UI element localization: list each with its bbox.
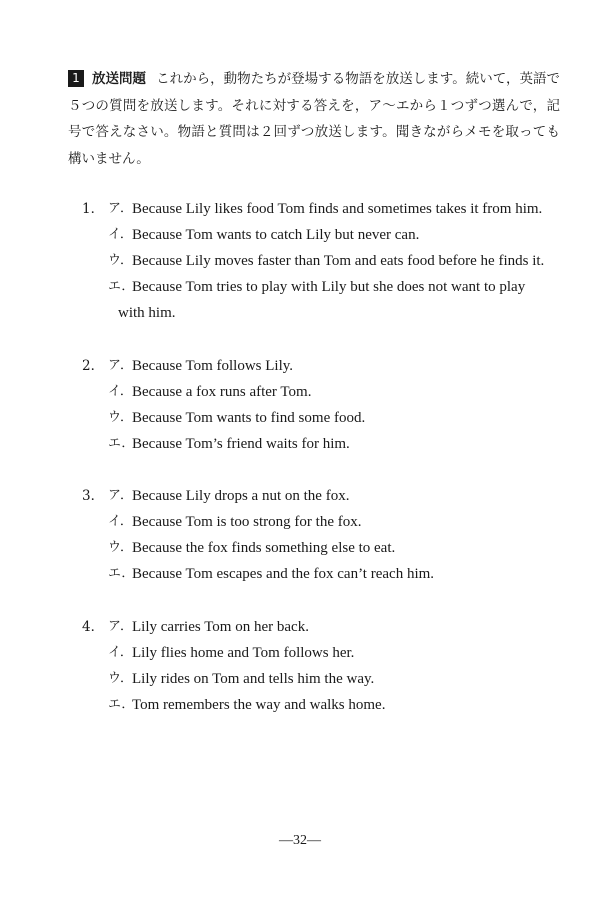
choice-marker: イ． — [108, 645, 133, 660]
choice-text: Because Tom wants to find some food. — [132, 410, 366, 426]
choice-text: Lily flies home and Tom follows her. — [132, 645, 355, 661]
choice-text: Because a fox runs after Tom. — [132, 384, 312, 400]
choice-text: Because the fox finds something else to eat. — [132, 540, 396, 556]
choice-marker: イ． — [108, 384, 133, 399]
section-number-badge: 1 — [68, 70, 84, 87]
choice-marker: ア． — [108, 201, 133, 216]
section-instructions — [68, 66, 560, 172]
choice-text-continuation: with him. — [118, 305, 176, 321]
choice-text: Tom remembers the way and walks home. — [132, 697, 386, 713]
choice-marker: エ． — [108, 697, 135, 712]
choice-text: Because Lily moves faster than Tom and eats food before he finds it. — [132, 253, 545, 269]
question-number: 2． — [82, 358, 105, 374]
choice-text: Because Tom’s friend waits for him. — [132, 436, 350, 452]
choice-marker: ウ． — [108, 410, 133, 425]
choice-text: Because Lily drops a nut on the fox. — [132, 488, 350, 504]
choice-marker: ア． — [108, 358, 133, 373]
choice-marker: ウ． — [108, 540, 133, 555]
question-number: 3． — [82, 488, 105, 504]
question-number: 1． — [82, 201, 105, 217]
choice-marker: ア． — [108, 619, 133, 634]
choice-marker: エ． — [108, 436, 135, 451]
choice-text: Lily rides on Tom and tells him the way. — [132, 671, 375, 687]
choice-marker: エ． — [108, 566, 135, 581]
choice-text: Because Tom follows Lily. — [132, 358, 294, 374]
choice-text: Lily carries Tom on her back. — [132, 619, 309, 635]
instructions-text: これから，動物たちが登場する物語を放送します。続いて，英語で５つの質問を放送します。それに対する答えを，ア～エから１つずつ選んで，記号で答えなさい。物語と質問は２回ずつ放送します。聞きながらメモを取っても構いません。 — [68, 71, 561, 167]
choice-text: Because Tom tries to play with Lily but she does not want to play — [132, 279, 526, 295]
choice-text: Because Tom is too strong for the fox. — [132, 514, 362, 530]
question-number: 4． — [82, 619, 105, 635]
page-number: —32— — [279, 833, 321, 848]
choice-marker: ウ． — [108, 253, 133, 268]
section-title: 放送問題 — [92, 71, 147, 87]
choice-text: Because Tom wants to catch Lily but never can. — [132, 227, 420, 243]
choice-marker: ウ． — [108, 671, 133, 686]
choice-marker: イ． — [108, 227, 133, 242]
choice-marker: エ． — [108, 279, 135, 294]
choice-text: Because Tom escapes and the fox can’t reach him. — [132, 566, 435, 582]
choice-text: Because Lily likes food Tom finds and sometimes takes it from him. — [132, 201, 543, 217]
choice-marker: イ． — [108, 514, 133, 529]
choice-marker: ア． — [108, 488, 133, 503]
